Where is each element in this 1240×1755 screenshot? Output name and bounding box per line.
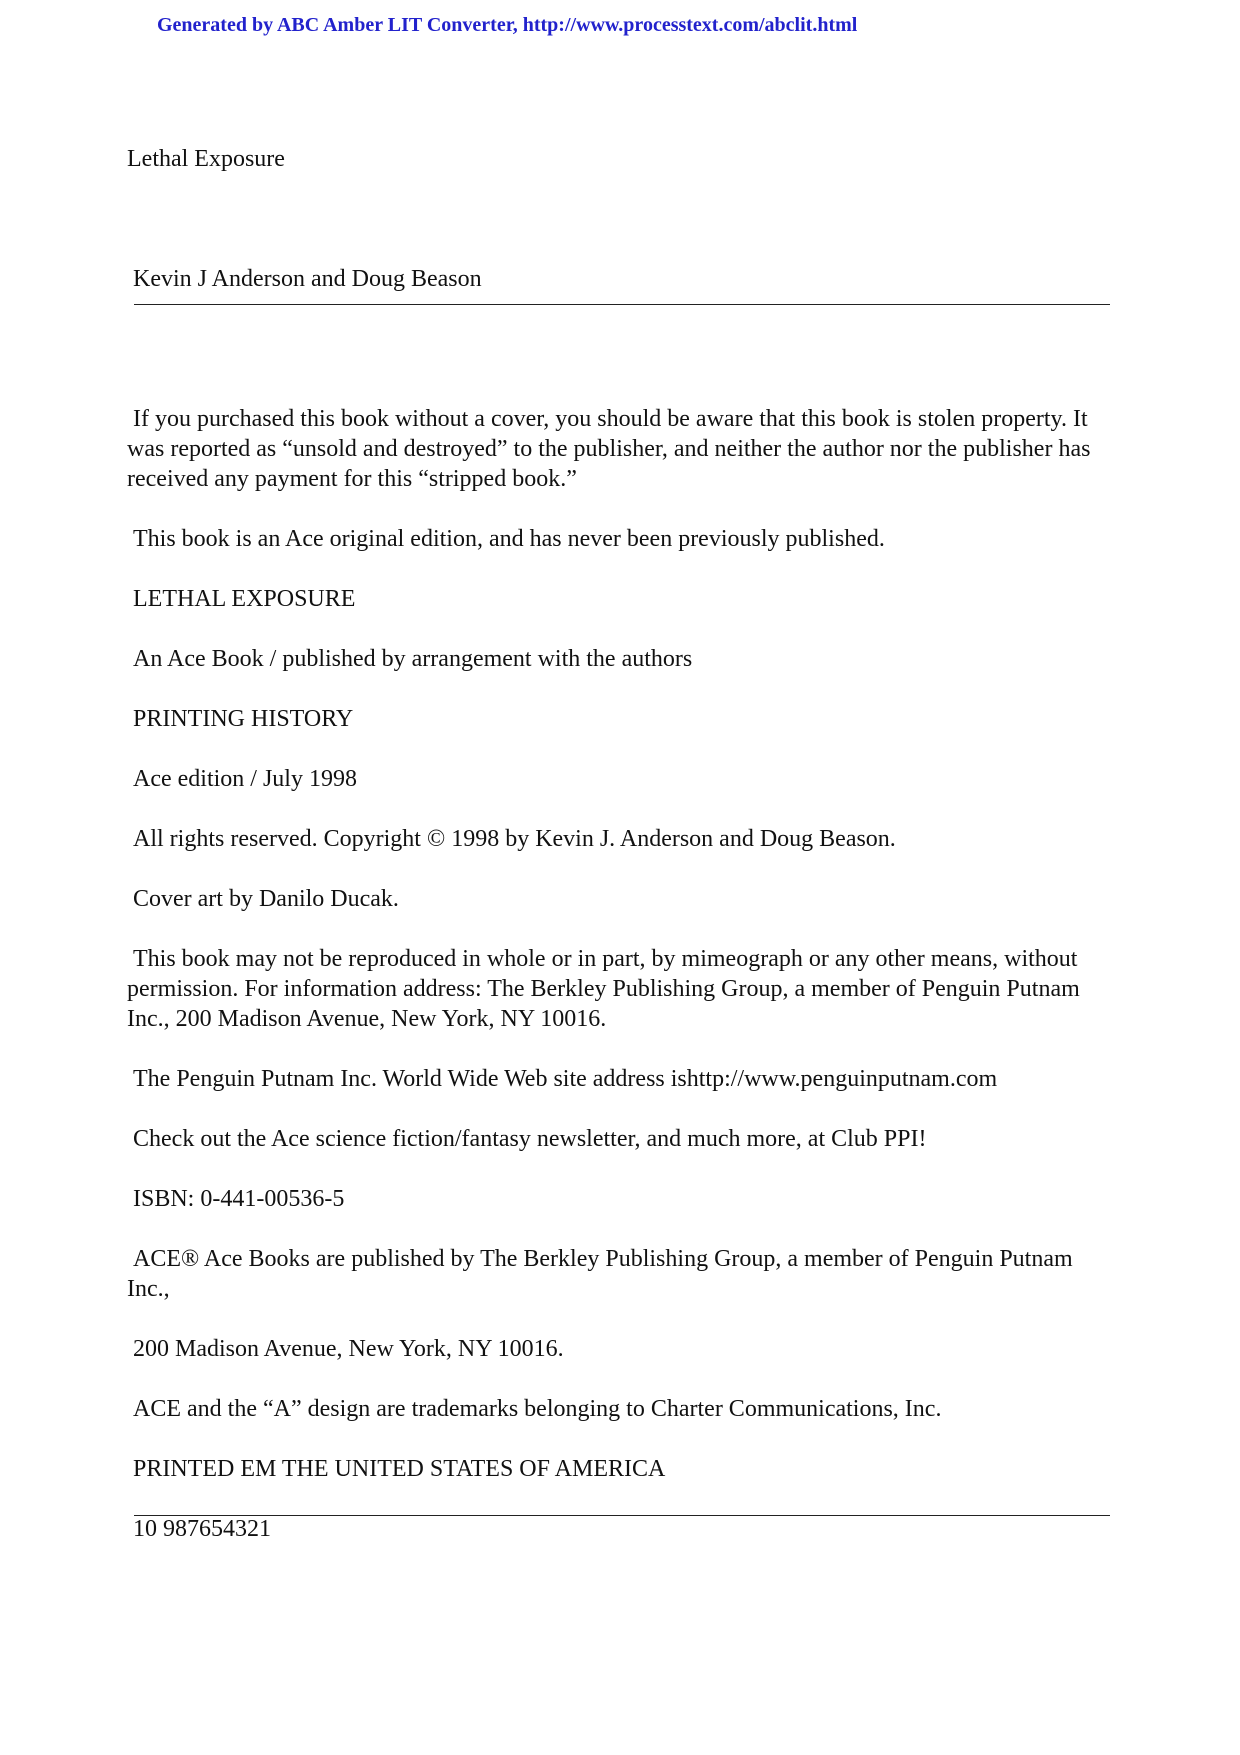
edition-note: This book is an Ace original edition, and has never been previously published. [133, 526, 885, 552]
stripped-book-notice: If you purchased this book without a cover, you should be aware that this book is stolen property. It was reported as “unsold and destroyed” to the publisher, and neither the author nor the publisher has received any payment for this “stripped book.” [127, 406, 1091, 492]
title-caps: LETHAL EXPOSURE [133, 586, 356, 612]
print-line: 10 987654321 [133, 1516, 271, 1542]
converter-header[interactable]: Generated by ABC Amber LIT Converter, http://www.processtext.com/abclit.html [157, 14, 858, 36]
printed-in-line: PRINTED EM THE UNITED STATES OF AMERICA [133, 1456, 666, 1482]
book-authors: Kevin J Anderson and Doug Beason [133, 266, 482, 292]
copyright-line: All rights reserved. Copyright © 1998 by Kevin J. Anderson and Doug Beason. [133, 826, 896, 852]
copyright-content [127, 404, 1117, 1544]
website-line: The Penguin Putnam Inc. World Wide Web site address ishttp://www.penguinputnam.com [133, 1066, 998, 1092]
printing-history-heading: PRINTING HISTORY [133, 706, 354, 732]
publisher-line: ACE® Ace Books are published by The Berkley Publishing Group, a member of Penguin Putnam Inc., [127, 1246, 1073, 1302]
book-title: Lethal Exposure [127, 146, 285, 172]
publisher-address: 200 Madison Avenue, New York, NY 10016. [133, 1336, 564, 1362]
publisher-arrangement: An Ace Book / published by arrangement with the authors [133, 646, 693, 672]
newsletter-line: Check out the Ace science fiction/fantasy newsletter, and much more, at Club PPI! [133, 1126, 927, 1152]
bottom-divider [134, 1515, 1110, 1516]
reproduction-notice: This book may not be reproduced in whole or in part, by mimeograph or any other means, without permission. For information address: The Berkley Publishing Group, a member of Penguin Putnam Inc., 200 Madison Avenue, New York, NY 10016. [127, 946, 1080, 1032]
edition-date: Ace edition / July 1998 [133, 766, 357, 792]
trademark-line: ACE and the “A” design are trademarks belonging to Charter Communications, Inc. [133, 1396, 942, 1422]
cover-art-credit: Cover art by Danilo Ducak. [133, 886, 399, 912]
isbn-line: ISBN: 0-441-00536-5 [133, 1186, 345, 1212]
top-divider [134, 304, 1110, 305]
